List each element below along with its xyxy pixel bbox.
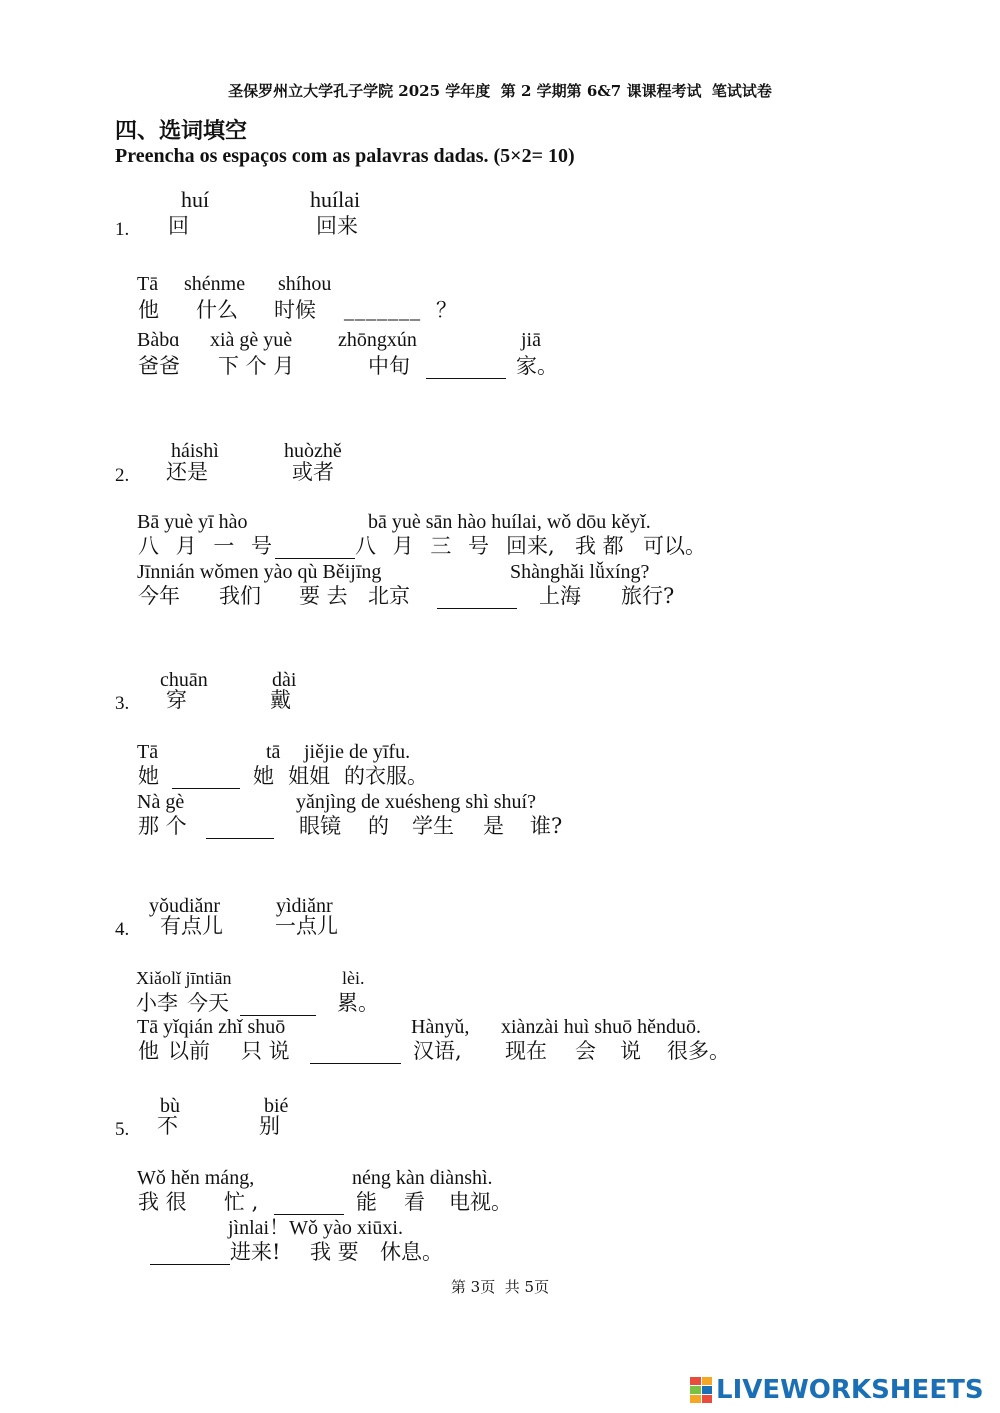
pinyin-word: tā: [266, 741, 281, 763]
option-hanzi[interactable]: 还是: [166, 460, 208, 484]
hanzi-word: 能: [356, 1190, 377, 1214]
hanzi-word: 是: [483, 814, 504, 838]
option-hanzi[interactable]: 回: [168, 214, 189, 238]
hanzi-word: 以前: [168, 1039, 210, 1063]
hanzi-word: 上海: [539, 584, 581, 608]
pinyin-word: zhōngxún: [338, 329, 417, 351]
hanzi-word: 我 要: [310, 1240, 359, 1264]
option-hanzi[interactable]: 或者: [292, 460, 334, 484]
pinyin-word: jiā: [521, 329, 541, 351]
option-pinyin: huí: [181, 187, 210, 212]
hanzi-word: 八 月 一 号: [138, 534, 278, 558]
hanzi-word: 很多。: [667, 1039, 730, 1063]
hanzi-word: 小李: [136, 991, 178, 1015]
question-number: 1.: [115, 219, 130, 240]
hanzi-word: 旅行?: [621, 584, 675, 608]
question-number: 3.: [115, 693, 130, 714]
question-number: 4.: [115, 919, 130, 940]
answer-blank[interactable]: [206, 820, 274, 839]
hanzi-word: 北京: [368, 584, 410, 608]
hanzi-word: ？: [436, 298, 457, 322]
exam-header: 圣保罗州立大学孔子学院 2025 学年度 第 2 学期第 6&7 课课程考试 笔试试卷: [228, 82, 772, 100]
pinyin-word: Bàbɑ: [137, 329, 180, 351]
hanzi-word: 他: [138, 1039, 159, 1063]
pinyin-word: yǎnjìng de xuésheng shì shuí?: [296, 791, 536, 813]
pinyin-word: xiànzài huì shuō hěnduō.: [501, 1016, 701, 1038]
option-hanzi[interactable]: 穿: [166, 688, 187, 712]
hanzi-word: 回来,: [506, 534, 555, 558]
question-number: 5.: [115, 1119, 130, 1140]
hanzi-word: 的: [368, 814, 389, 838]
option-pinyin: chuān: [160, 669, 208, 691]
option-pinyin: bié: [264, 1095, 289, 1117]
logo-grid-icon: [690, 1377, 712, 1403]
pinyin-word: Bā yuè yī hào: [137, 511, 248, 533]
hanzi-word: 会: [575, 1039, 596, 1063]
hanzi-word: 忙 ,: [224, 1190, 259, 1214]
hanzi-word: 眼镜: [299, 814, 341, 838]
option-hanzi[interactable]: 有点儿: [160, 914, 223, 938]
hanzi-word: 休息。: [380, 1240, 443, 1264]
section-instruction: Preencha os espaços com as palavras dadas. (5×2= 10): [115, 145, 575, 167]
pinyin-word: jiějie de yīfu.: [304, 741, 411, 763]
hanzi-word: 爸爸: [138, 354, 180, 378]
hanzi-word: 学生: [412, 814, 454, 838]
pinyin-word: Wǒ hěn máng,: [137, 1167, 255, 1189]
hanzi-word: 他: [138, 298, 159, 322]
hanzi-word: 要 去: [299, 584, 348, 608]
hanzi-word: 我 很: [138, 1190, 187, 1214]
hanzi-word: 我们: [219, 584, 261, 608]
hanzi-word: 她: [138, 764, 159, 788]
option-hanzi[interactable]: 不: [157, 1114, 178, 1138]
hanzi-word: 电视。: [449, 1190, 512, 1214]
answer-blank[interactable]: [275, 540, 355, 559]
hanzi-word: 家。: [516, 354, 558, 378]
pinyin-word: Tā: [137, 741, 159, 763]
answer-blank[interactable]: [240, 997, 316, 1016]
hanzi-word: 只 说: [241, 1039, 290, 1063]
pinyin-word: Hànyǔ,: [411, 1016, 470, 1038]
hanzi-word: 今天: [187, 991, 229, 1015]
answer-blank[interactable]: [150, 1246, 230, 1265]
option-pinyin: bù: [160, 1095, 180, 1117]
pinyin-word: shíhou: [278, 273, 332, 295]
pinyin-word: Tā: [137, 273, 159, 295]
hanzi-word: 现在: [505, 1039, 547, 1063]
page-number: 第 3页 共 5页: [450, 1278, 550, 1296]
hanzi-word: 下 个 月: [218, 354, 295, 378]
hanzi-word: 八 月 三 号: [355, 534, 495, 558]
pinyin-word: Shànghǎi lǚxíng?: [510, 561, 650, 583]
liveworksheets-logo: [690, 1375, 984, 1405]
pinyin-word: lèi.: [342, 968, 365, 988]
hanzi-word: 时候: [274, 298, 316, 322]
hanzi-word: 的衣服。: [344, 764, 428, 788]
answer-blank[interactable]: [310, 1045, 401, 1064]
hanzi-word: 姐姐: [288, 764, 330, 788]
pinyin-word: Tā yǐqián zhǐ shuō: [137, 1016, 286, 1038]
hanzi-word: 进来!: [230, 1240, 281, 1264]
option-pinyin: yǒudiǎnr: [149, 895, 221, 917]
pinyin-word: Nà gè: [137, 791, 185, 813]
brand-name: LIVEWORKSHEETS: [716, 1375, 984, 1405]
answer-blank[interactable]: [172, 770, 240, 789]
option-pinyin: háishì: [171, 440, 219, 462]
hanzi-word: 她: [253, 764, 274, 788]
hanzi-word: 今年: [138, 584, 180, 608]
option-hanzi[interactable]: 别: [259, 1114, 280, 1138]
pinyin-word: Jīnnián wǒmen yào qù Běijīng: [137, 561, 382, 583]
hanzi-word: 看: [404, 1190, 425, 1214]
pinyin-word: xià gè yuè: [210, 329, 293, 351]
hanzi-word: 我 都: [575, 534, 624, 558]
hanzi-word: 中旬: [368, 354, 410, 378]
hanzi-word: 谁?: [530, 814, 563, 838]
pinyin-word: jìnlai！Wǒ yào xiūxi.: [228, 1217, 403, 1239]
option-hanzi[interactable]: 戴: [270, 688, 291, 712]
option-pinyin: huòzhě: [284, 440, 342, 462]
hanzi-word: 累。: [337, 991, 379, 1015]
hanzi-word: 汉语,: [413, 1039, 462, 1063]
hanzi-word: 可以。: [643, 534, 706, 558]
pinyin-word: shénme: [184, 273, 246, 295]
question-number: 2.: [115, 465, 130, 486]
pinyin-word: bā yuè sān hào huílai, wǒ dōu kěyǐ.: [368, 511, 651, 533]
answer-blank[interactable]: [437, 590, 517, 609]
section-title: 四、选词填空: [115, 118, 248, 144]
hanzi-word: 说: [620, 1039, 641, 1063]
pinyin-word: Xiǎolǐ jīntiān: [136, 968, 232, 988]
option-pinyin: dài: [272, 669, 297, 691]
option-hanzi[interactable]: 一点儿: [275, 914, 338, 938]
option-hanzi[interactable]: 回来: [316, 214, 358, 238]
answer-blank[interactable]: [274, 1196, 344, 1215]
hanzi-word: 什么: [196, 298, 238, 322]
option-pinyin: yìdiǎnr: [276, 895, 333, 917]
answer-blank[interactable]: [426, 360, 506, 379]
answer-blank[interactable]: _______: [344, 301, 421, 323]
hanzi-word: 那 个: [138, 814, 187, 838]
option-pinyin: huílai: [310, 187, 361, 212]
pinyin-word: néng kàn diànshì.: [352, 1167, 493, 1189]
